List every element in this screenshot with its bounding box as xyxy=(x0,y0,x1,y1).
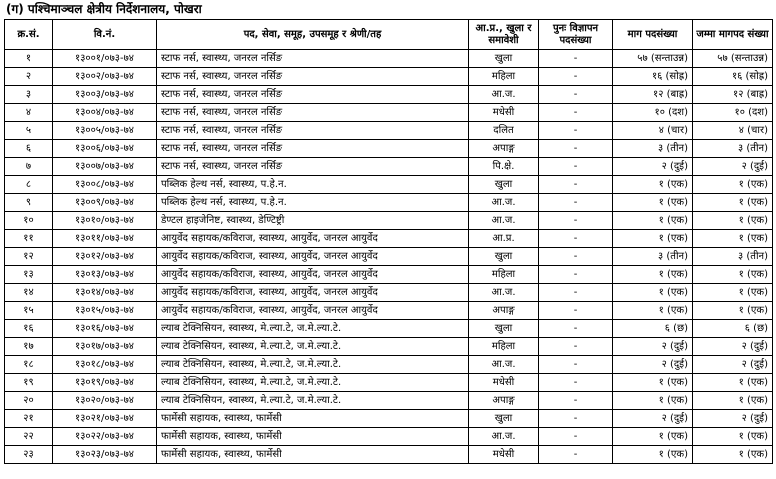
cell-ad-number: १३००४/०७३-७४ xyxy=(53,104,157,122)
cell-serial: २ xyxy=(5,68,53,86)
cell-category: पि.क्षे. xyxy=(469,158,539,176)
cell-demand: १ (एक) xyxy=(613,176,693,194)
table-row xyxy=(5,176,773,194)
cell-readvertised: - xyxy=(539,446,613,464)
cell-position: आयुर्वेद सहायक/कविराज, स्वास्थ्य, आयुर्वेद, जनरल आयुर्वेद xyxy=(157,284,469,302)
table-row xyxy=(5,356,773,374)
cell-serial: ३ xyxy=(5,86,53,104)
cell-position: फार्मेसी सहायक, स्वास्थ्य, फार्मेसी xyxy=(157,410,469,428)
cell-demand: १६ (सोह्र) xyxy=(613,68,693,86)
cell-serial: ६ xyxy=(5,140,53,158)
cell-category: आ.ज. xyxy=(469,86,539,104)
cell-readvertised: - xyxy=(539,302,613,320)
cell-category: खुला xyxy=(469,320,539,338)
cell-serial: १८ xyxy=(5,356,53,374)
cell-readvertised: - xyxy=(539,194,613,212)
cell-readvertised: - xyxy=(539,176,613,194)
cell-position: ल्याब टेक्निसियन, स्वास्थ्य, मे.ल्या.टे, ज.मे.ल्या.टे. xyxy=(157,356,469,374)
cell-demand: ५७ (सन्ताउन्न) xyxy=(613,50,693,68)
header-ad-number: वि.नं. xyxy=(53,20,157,50)
cell-ad-number: १३००७/०७३-७४ xyxy=(53,158,157,176)
cell-readvertised: - xyxy=(539,230,613,248)
cell-position: डेण्टल हाइजेनिष्ट, स्वास्थ्य, डेण्टिष्ट्री xyxy=(157,212,469,230)
cell-total: ५७ (सन्ताउन्न) xyxy=(693,50,773,68)
cell-serial: १७ xyxy=(5,338,53,356)
cell-readvertised: - xyxy=(539,266,613,284)
cell-serial: २३ xyxy=(5,446,53,464)
cell-readvertised: - xyxy=(539,122,613,140)
cell-total: ६ (छ) xyxy=(693,320,773,338)
cell-readvertised: - xyxy=(539,212,613,230)
cell-total: २ (दुई) xyxy=(693,410,773,428)
cell-total: १ (एक) xyxy=(693,194,773,212)
cell-ad-number: १३०१७/०७३-७४ xyxy=(53,338,157,356)
cell-demand: ३ (तीन) xyxy=(613,248,693,266)
cell-ad-number: १३०१३/०७३-७४ xyxy=(53,266,157,284)
cell-total: १० (दश) xyxy=(693,104,773,122)
cell-total: २ (दुई) xyxy=(693,158,773,176)
cell-category: मधेसी xyxy=(469,446,539,464)
table-row xyxy=(5,284,773,302)
cell-serial: ४ xyxy=(5,104,53,122)
cell-ad-number: १३०११/०७३-७४ xyxy=(53,230,157,248)
cell-category: खुला xyxy=(469,410,539,428)
cell-ad-number: १३०२१/०७३-७४ xyxy=(53,410,157,428)
cell-serial: ७ xyxy=(5,158,53,176)
cell-position: ल्याब टेक्निसियन, स्वास्थ्य, मे.ल्या.टे, ज.मे.ल्या.टे. xyxy=(157,374,469,392)
header-position: पद, सेवा, समूह, उपसमूह र श्रेणी/तह xyxy=(157,20,469,50)
table-row xyxy=(5,266,773,284)
table-row xyxy=(5,428,773,446)
cell-total: १ (एक) xyxy=(693,374,773,392)
cell-serial: १० xyxy=(5,212,53,230)
cell-demand: २ (दुई) xyxy=(613,410,693,428)
header-total: जम्मा मागपद संख्या xyxy=(693,20,773,50)
cell-ad-number: १३०१०/०७३-७४ xyxy=(53,212,157,230)
cell-demand: १ (एक) xyxy=(613,230,693,248)
cell-serial: १ xyxy=(5,50,53,68)
cell-ad-number: १३०१४/०७३-७४ xyxy=(53,284,157,302)
cell-readvertised: - xyxy=(539,50,613,68)
cell-demand: १० (दश) xyxy=(613,104,693,122)
cell-readvertised: - xyxy=(539,140,613,158)
cell-demand: ६ (छ) xyxy=(613,320,693,338)
cell-ad-number: १३००६/०७३-७४ xyxy=(53,140,157,158)
cell-position: आयुर्वेद सहायक/कविराज, स्वास्थ्य, आयुर्वेद, जनरल आयुर्वेद xyxy=(157,302,469,320)
table-row xyxy=(5,338,773,356)
cell-serial: १४ xyxy=(5,284,53,302)
cell-demand: १ (एक) xyxy=(613,284,693,302)
cell-category: खुला xyxy=(469,248,539,266)
cell-position: आयुर्वेद सहायक/कविराज, स्वास्थ्य, आयुर्वेद, जनरल आयुर्वेद xyxy=(157,230,469,248)
cell-demand: १ (एक) xyxy=(613,446,693,464)
cell-ad-number: १३००८/०७३-७४ xyxy=(53,176,157,194)
table-row xyxy=(5,50,773,68)
cell-readvertised: - xyxy=(539,374,613,392)
cell-category: महिला xyxy=(469,68,539,86)
table-row xyxy=(5,446,773,464)
cell-demand: १ (एक) xyxy=(613,266,693,284)
cell-total: १२ (बाह्र) xyxy=(693,86,773,104)
cell-category: महिला xyxy=(469,338,539,356)
cell-position: स्टाफ नर्स, स्वास्थ्य, जनरल नर्सिङ xyxy=(157,158,469,176)
cell-demand: १ (एक) xyxy=(613,428,693,446)
cell-total: १ (एक) xyxy=(693,302,773,320)
cell-category: महिला xyxy=(469,266,539,284)
cell-serial: ९ xyxy=(5,194,53,212)
cell-ad-number: १३०२०/०७३-७४ xyxy=(53,392,157,410)
cell-category: आ.ज. xyxy=(469,356,539,374)
cell-serial: ५ xyxy=(5,122,53,140)
cell-serial: १९ xyxy=(5,374,53,392)
cell-serial: १६ xyxy=(5,320,53,338)
cell-position: आयुर्वेद सहायक/कविराज, स्वास्थ्य, आयुर्वेद, जनरल आयुर्वेद xyxy=(157,248,469,266)
cell-ad-number: १३०१८/०७३-७४ xyxy=(53,356,157,374)
cell-category: मधेसी xyxy=(469,374,539,392)
cell-readvertised: - xyxy=(539,248,613,266)
cell-readvertised: - xyxy=(539,284,613,302)
cell-category: अपाङ्ग xyxy=(469,140,539,158)
cell-total: १ (एक) xyxy=(693,446,773,464)
cell-readvertised: - xyxy=(539,104,613,122)
cell-readvertised: - xyxy=(539,356,613,374)
cell-ad-number: १३००२/०७३-७४ xyxy=(53,68,157,86)
cell-demand: १ (एक) xyxy=(613,302,693,320)
cell-readvertised: - xyxy=(539,428,613,446)
cell-demand: २ (दुई) xyxy=(613,338,693,356)
cell-demand: २ (दुई) xyxy=(613,356,693,374)
cell-serial: १५ xyxy=(5,302,53,320)
cell-readvertised: - xyxy=(539,338,613,356)
cell-readvertised: - xyxy=(539,410,613,428)
cell-serial: ११ xyxy=(5,230,53,248)
cell-serial: ८ xyxy=(5,176,53,194)
cell-serial: २० xyxy=(5,392,53,410)
cell-total: १ (एक) xyxy=(693,392,773,410)
header-demand: माग पदसंख्या xyxy=(613,20,693,50)
cell-position: स्टाफ नर्स, स्वास्थ्य, जनरल नर्सिङ xyxy=(157,68,469,86)
table-row xyxy=(5,320,773,338)
cell-ad-number: १३०१५/०७३-७४ xyxy=(53,302,157,320)
cell-demand: १२ (बाह्र) xyxy=(613,86,693,104)
table-row xyxy=(5,140,773,158)
cell-category: अपाङ्ग xyxy=(469,392,539,410)
cell-category: खुला xyxy=(469,176,539,194)
cell-position: स्टाफ नर्स, स्वास्थ्य, जनरल नर्सिङ xyxy=(157,122,469,140)
cell-demand: १ (एक) xyxy=(613,392,693,410)
cell-position: फार्मेसी सहायक, स्वास्थ्य, फार्मेसी xyxy=(157,428,469,446)
table-row xyxy=(5,392,773,410)
cell-readvertised: - xyxy=(539,392,613,410)
cell-serial: १३ xyxy=(5,266,53,284)
cell-position: ल्याब टेक्निसियन, स्वास्थ्य, मे.ल्या.टे, ज.मे.ल्या.टे. xyxy=(157,320,469,338)
cell-ad-number: १३०२२/०७३-७४ xyxy=(53,428,157,446)
cell-total: १ (एक) xyxy=(693,212,773,230)
cell-ad-number: १३००५/०७३-७४ xyxy=(53,122,157,140)
cell-total: ३ (तीन) xyxy=(693,248,773,266)
cell-readvertised: - xyxy=(539,86,613,104)
cell-category: खुला xyxy=(469,50,539,68)
cell-position: पब्लिक हेल्थ नर्स, स्वास्थ्य, प.हे.न. xyxy=(157,194,469,212)
cell-readvertised: - xyxy=(539,68,613,86)
table-row xyxy=(5,158,773,176)
cell-ad-number: १३००९/०७३-७४ xyxy=(53,194,157,212)
cell-category: आ.ज. xyxy=(469,212,539,230)
cell-category: मधेसी xyxy=(469,104,539,122)
section-title: (ग) पश्चिमाञ्चल क्षेत्रीय निर्देशनालय, पोखरा xyxy=(6,2,202,16)
table-row xyxy=(5,374,773,392)
cell-category: आ.ज. xyxy=(469,284,539,302)
cell-readvertised: - xyxy=(539,158,613,176)
header-serial: क्र.सं. xyxy=(5,20,53,50)
cell-total: १ (एक) xyxy=(693,230,773,248)
cell-ad-number: १३०१९/०७३-७४ xyxy=(53,374,157,392)
cell-ad-number: १३००३/०७३-७४ xyxy=(53,86,157,104)
cell-demand: १ (एक) xyxy=(613,194,693,212)
table-row xyxy=(5,194,773,212)
cell-position: स्टाफ नर्स, स्वास्थ्य, जनरल नर्सिङ xyxy=(157,104,469,122)
table-row xyxy=(5,212,773,230)
cell-category: आ.प्र. xyxy=(469,230,539,248)
cell-category: दलित xyxy=(469,122,539,140)
table-row xyxy=(5,86,773,104)
cell-position: आयुर्वेद सहायक/कविराज, स्वास्थ्य, आयुर्वेद, जनरल आयुर्वेद xyxy=(157,266,469,284)
cell-demand: १ (एक) xyxy=(613,212,693,230)
cell-demand: ३ (तीन) xyxy=(613,140,693,158)
cell-demand: २ (दुई) xyxy=(613,158,693,176)
cell-position: स्टाफ नर्स, स्वास्थ्य, जनरल नर्सिङ xyxy=(157,50,469,68)
table-row xyxy=(5,230,773,248)
cell-total: ३ (तीन) xyxy=(693,140,773,158)
cell-serial: १२ xyxy=(5,248,53,266)
cell-position: स्टाफ नर्स, स्वास्थ्य, जनरल नर्सिङ xyxy=(157,140,469,158)
cell-total: २ (दुई) xyxy=(693,356,773,374)
cell-category: आ.ज. xyxy=(469,194,539,212)
table-row xyxy=(5,104,773,122)
cell-total: १६ (सोह्र) xyxy=(693,68,773,86)
cell-serial: २१ xyxy=(5,410,53,428)
table-row xyxy=(5,302,773,320)
cell-position: फार्मेसी सहायक, स्वास्थ्य, फार्मेसी xyxy=(157,446,469,464)
cell-readvertised: - xyxy=(539,320,613,338)
table-row xyxy=(5,122,773,140)
cell-position: पब्लिक हेल्थ नर्स, स्वास्थ्य, प.हे.न. xyxy=(157,176,469,194)
cell-ad-number: १३०१२/०७३-७४ xyxy=(53,248,157,266)
table-header-row xyxy=(5,20,773,50)
cell-serial: २२ xyxy=(5,428,53,446)
table-row xyxy=(5,410,773,428)
table-row xyxy=(5,248,773,266)
header-category: आ.प्र., खुला र समावेशी xyxy=(469,20,539,50)
cell-total: २ (दुई) xyxy=(693,338,773,356)
cell-ad-number: १३०१६/०७३-७४ xyxy=(53,320,157,338)
cell-demand: १ (एक) xyxy=(613,374,693,392)
cell-position: ल्याब टेक्निसियन, स्वास्थ्य, मे.ल्या.टे, ज.मे.ल्या.टे. xyxy=(157,392,469,410)
cell-position: ल्याब टेक्निसियन, स्वास्थ्य, मे.ल्या.टे, ज.मे.ल्या.टे. xyxy=(157,338,469,356)
cell-total: १ (एक) xyxy=(693,176,773,194)
table-body xyxy=(5,50,773,464)
header-readvertised: पुनः विज्ञापन पदसंख्या xyxy=(539,20,613,50)
cell-category: अपाङ्ग xyxy=(469,302,539,320)
cell-demand: ४ (चार) xyxy=(613,122,693,140)
table-row xyxy=(5,68,773,86)
cell-total: १ (एक) xyxy=(693,266,773,284)
cell-category: आ.ज. xyxy=(469,428,539,446)
cell-total: १ (एक) xyxy=(693,284,773,302)
cell-position: स्टाफ नर्स, स्वास्थ्य, जनरल नर्सिङ xyxy=(157,86,469,104)
cell-ad-number: १३००१/०७३-७४ xyxy=(53,50,157,68)
cell-total: ४ (चार) xyxy=(693,122,773,140)
cell-total: १ (एक) xyxy=(693,428,773,446)
vacancy-table xyxy=(4,19,773,464)
cell-ad-number: १३०२३/०७३-७४ xyxy=(53,446,157,464)
